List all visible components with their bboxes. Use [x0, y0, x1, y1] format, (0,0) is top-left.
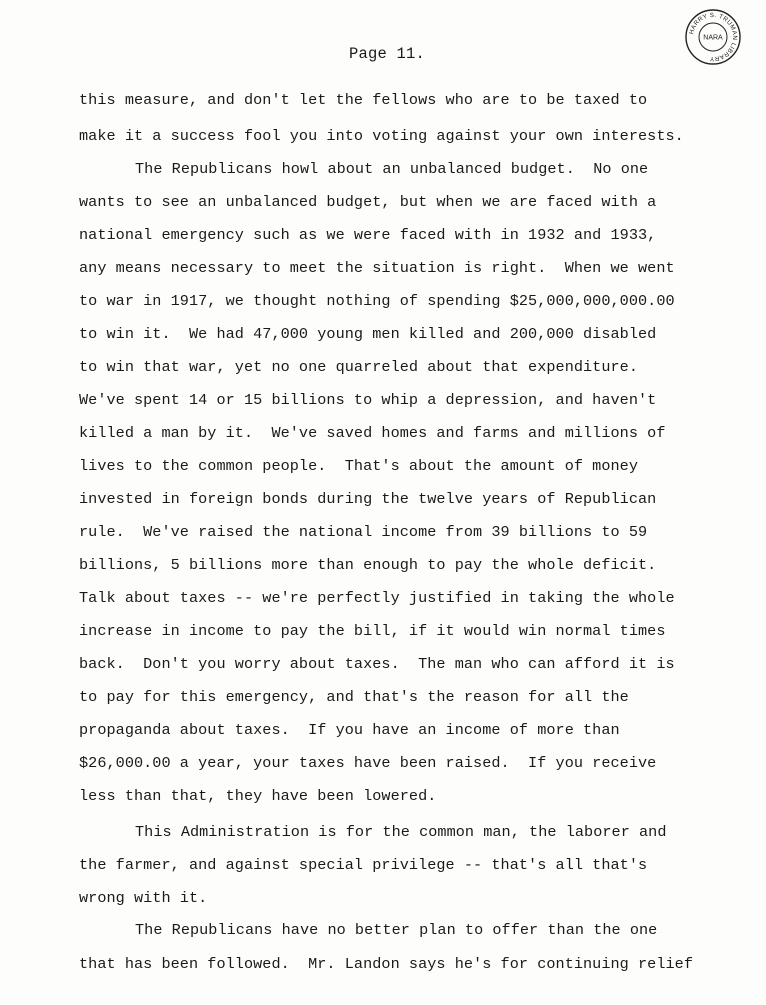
text-line: national emergency such as we were faced with in 1932 and 1933,	[79, 226, 657, 244]
text-line: Talk about taxes -- we're perfectly justified in taking the whole	[79, 589, 675, 607]
text-line: the farmer, and against special privilege -- that's all that's	[79, 856, 648, 874]
text-line: increase in income to pay the bill, if it would win normal times	[79, 622, 666, 640]
text-line: propaganda about taxes. If you have an income of more than	[79, 721, 620, 739]
stamp-ring-text: HARRY S. TRUMAN LIBRARY	[688, 11, 739, 63]
text-line: any means necessary to meet the situation is right. When we went	[79, 259, 675, 277]
text-line: This Administration is for the common man, the laborer and	[135, 823, 667, 841]
text-line: this measure, and don't let the fellows who are to be taxed to	[79, 91, 648, 109]
text-line: killed a man by it. We've saved homes and farms and millions of	[79, 424, 666, 442]
text-line: We've spent 14 or 15 billions to whip a depression, and haven't	[79, 391, 657, 409]
text-line: The Republicans have no better plan to offer than the one	[135, 921, 658, 939]
text-line: invested in foreign bonds during the twelve years of Republican	[79, 490, 657, 508]
text-line: wrong with it.	[79, 889, 208, 907]
text-line: wants to see an unbalanced budget, but when we are faced with a	[79, 193, 657, 211]
archive-stamp-icon	[684, 8, 742, 66]
text-line: The Republicans howl about an unbalanced budget. No one	[135, 160, 649, 178]
text-line: rule. We've raised the national income from 39 billions to 59	[79, 523, 648, 541]
text-line: that has been followed. Mr. Landon says he's for continuing relief	[79, 955, 693, 973]
text-line: billions, 5 billions more than enough to pay the whole deficit.	[79, 556, 657, 574]
text-line: to win it. We had 47,000 young men killed and 200,000 disabled	[79, 325, 657, 343]
page-number: Page 11.	[349, 45, 426, 63]
text-line: to pay for this emergency, and that's the reason for all the	[79, 688, 629, 706]
text-line: make it a success fool you into voting against your own interests.	[79, 127, 684, 145]
text-line: $26,000.00 a year, your taxes have been raised. If you receive	[79, 754, 657, 772]
stamp-center-text: NARA	[703, 34, 723, 42]
text-line: back. Don't you worry about taxes. The man who can afford it is	[79, 655, 675, 673]
text-line: lives to the common people. That's about the amount of money	[79, 457, 639, 475]
text-line: to win that war, yet no one quarreled about that expenditure.	[79, 358, 639, 376]
text-line: less than that, they have been lowered.	[79, 787, 437, 805]
text-line: to war in 1917, we thought nothing of spending $25,000,000,000.00	[79, 292, 675, 310]
